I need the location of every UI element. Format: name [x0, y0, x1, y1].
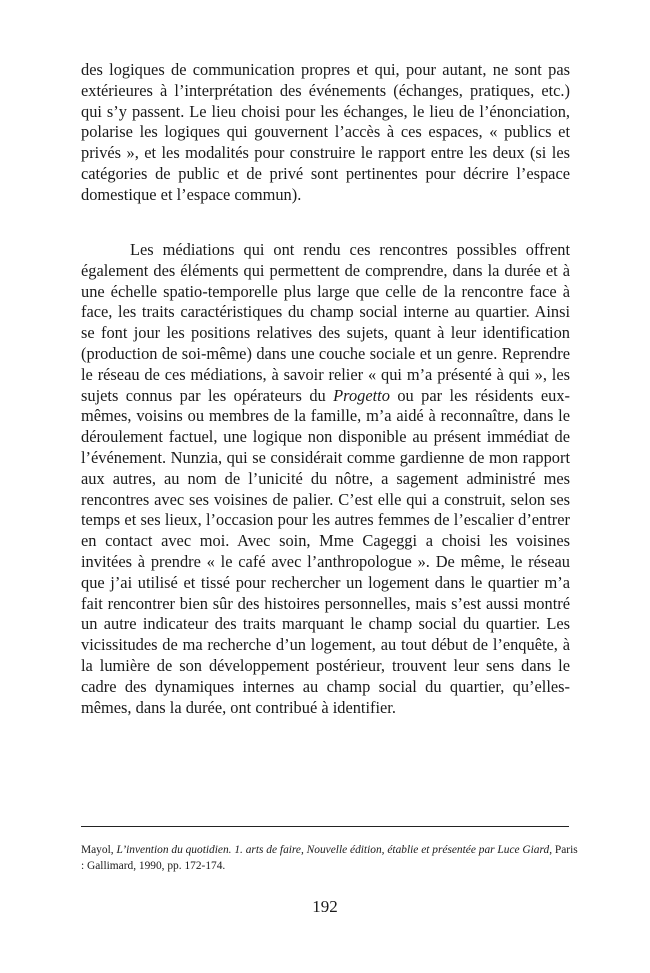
page-number: 192 — [312, 897, 338, 916]
footnote — [81, 843, 581, 874]
footnote-author: Mayol, — [81, 844, 117, 856]
paragraph-2-text-end: ou par les résidents eux-mêmes, voisins ou membres de la famille, m’a aidé à reconnaître, dans le déroulement factuel, une logique non disponible au présent immédiat de l’événement. Nunzia, qui se considérait comme gardienne de mon rapport aux autres, au nom de l’unicité du nôtre, a sagement administré mes rencontres avec ses voisines de palier. C’est elle qui a construit, selon ses temps et ses lieux, l’occasion pour les autres femmes de l’escalier d’entrer en contact avec moi. Avec soin, Mme Cageggi a choisi les voisines invitées à prendre « le café avec l’anthropologue ». De même, le réseau que j’ai utilisé et tissé pour rechercher un logement dans le quartier m’a fait rencontrer bien sûr des histoires personnelles, mais s’est aussi montré un autre indicateur des traits marquant le champ social du quartier. Les vicissitudes de ma recherche d’un logement, au tout début de l’enquête, à la lumière de son développement postérieur, trouvent leur sens dans le cadre des dynamiques internes au champ social du quartier, qu’elles-mêmes, dans la durée, ont contribué à identifier. — [81, 385, 570, 717]
footnote-publication: , Paris : Gallimard, 1990, pp. 172-174. — [81, 844, 578, 872]
body-paragraph-2 — [81, 240, 570, 718]
italic-term-progetto: Progetto — [333, 385, 390, 405]
body-paragraph-1: des logiques de communication propres et qui, pour autant, ne sont pas extérieures à l’interprétation des événements (échanges, pratiques, etc.) qui s’y passent. Le lieu choisi pour les échanges, le lieu de l’énonciation, polarise les logiques qui gouvernent l’accès à ces espaces, « publics et privés », et les modalités pour construire le rapport entre les deux (si les catégories de public et de privé sont pertinentes pour décrire l’espace domestique et l’espace commun). — [81, 60, 570, 204]
footnote-title: L’invention du quotidien. 1. arts de faire, Nouvelle édition, établie et présentée par Luce Giard — [116, 844, 550, 856]
paragraph-2-text-start: Les médiations qui ont rendu ces rencontres possibles offrent également des éléments qui permettent de comprendre, dans la durée et à une échelle spatio-temporelle plus large que celle de la rencontre face à face, les traits caractéristiques du champ social interne au quartier. Ainsi se font jour les positions relatives des sujets, quant à leur identification (production de soi-même) dans une couche sociale et un genre. Reprendre le réseau de ces médiations, à savoir relier « qui m’a présenté à qui », les sujets connus par les opérateurs du — [81, 240, 570, 405]
footnote-divider — [81, 826, 569, 827]
